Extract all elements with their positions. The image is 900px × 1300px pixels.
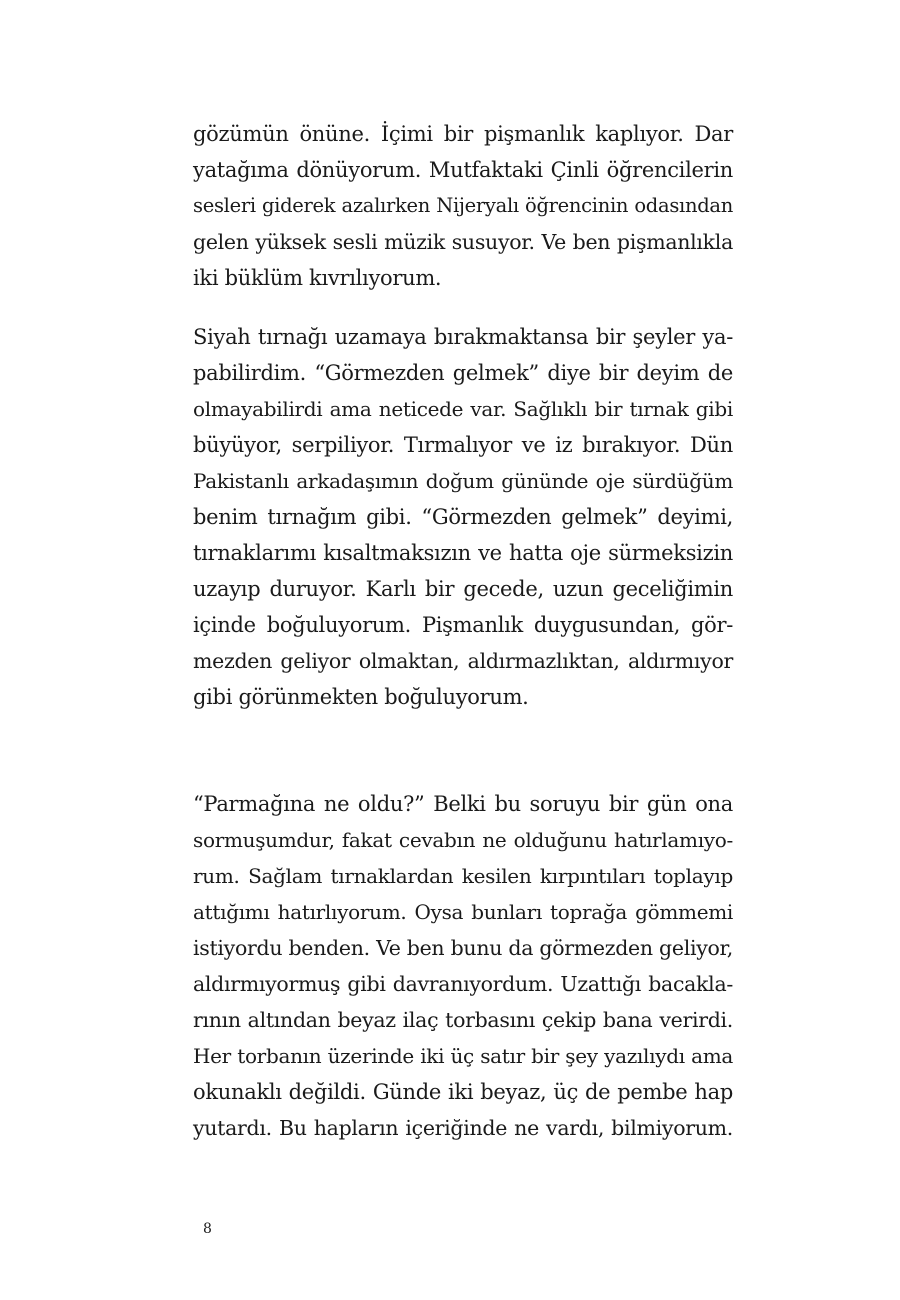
paragraph-2 xyxy=(193,319,733,715)
text-line: gelen yüksek sesli müzik susuyor. Ve ben pişmanlıkla xyxy=(193,230,733,254)
text-line: benim tırnağım gibi. “Görmezden gelmek” deyimi, xyxy=(193,505,733,529)
text-line: istiyordu benden. Ve ben bunu da görmezden geliyor, xyxy=(193,936,733,960)
text-line: Siyah tırnağı uzamaya bırakmaktansa bir şeyler ya- xyxy=(193,325,733,349)
text-line: yatağıma dönüyorum. Mutfaktaki Çinli öğrencilerin xyxy=(193,158,733,182)
text-line: tırnaklarımı kısaltmaksızın ve hatta oje sürmeksizin xyxy=(193,541,733,565)
text-line: yutardı. Bu hapların içeriğinde ne vardı, bilmiyorum. xyxy=(193,1116,733,1140)
text-line: gibi görünmekten boğuluyorum. xyxy=(193,685,529,709)
page-number: 8 xyxy=(203,1221,212,1237)
text-line: rının altından beyaz ilaç torbasını çekip bana verirdi. xyxy=(193,1008,733,1032)
text-line: gözümün önüne. İçimi bir pişmanlık kaplıyor. Dar xyxy=(193,122,733,146)
paragraph-1 xyxy=(193,116,733,296)
text-line: mezden geliyor olmaktan, aldırmazlıktan, aldırmıyor xyxy=(193,649,733,673)
text-line: sormuşumdur, fakat cevabın ne olduğunu hatırlamıyo- xyxy=(193,828,733,852)
text-line: okunaklı değildi. Günde iki beyaz, üç de pembe hap xyxy=(193,1080,733,1104)
text-line: “Parmağına ne oldu?” Belki bu soruyu bir gün ona xyxy=(193,792,733,816)
text-line: aldırmıyormuş gibi davranıyordum. Uzattığı bacakla- xyxy=(193,972,733,996)
paragraph-3 xyxy=(193,786,733,1146)
text-line: iki büklüm kıvrılıyorum. xyxy=(193,266,442,290)
text-line: attığımı hatırlıyorum. Oysa bunları toprağa gömmemi xyxy=(193,900,733,924)
text-line: olmayabilirdi ama neticede var. Sağlıklı bir tırnak gibi xyxy=(193,397,733,421)
text-line: Her torbanın üzerinde iki üç satır bir şey yazılıydı ama xyxy=(193,1044,733,1068)
text-line: büyüyor, serpiliyor. Tırmalıyor ve iz bırakıyor. Dün xyxy=(193,433,733,457)
text-line: pabilirdim. “Görmezden gelmek” diye bir deyim de xyxy=(193,361,733,385)
text-line: Pakistanlı arkadaşımın doğum gününde oje sürdüğüm xyxy=(193,469,733,493)
text-line: uzayıp duruyor. Karlı bir gecede, uzun geceliğimin xyxy=(193,577,733,601)
text-line: rum. Sağlam tırnaklardan kesilen kırpıntıları toplayıp xyxy=(193,864,733,888)
text-line: sesleri giderek azalırken Nijeryalı öğrencinin odasından xyxy=(193,194,733,217)
text-line: içinde boğuluyorum. Pişmanlık duygusundan, gör- xyxy=(193,613,733,637)
